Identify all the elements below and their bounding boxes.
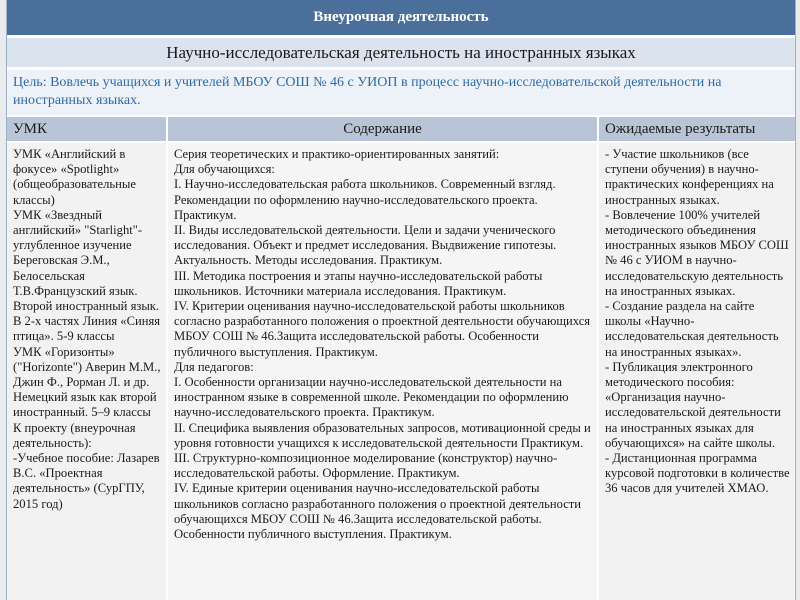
page-title: Внеурочная деятельность [7,0,795,35]
column-header-content: Содержание [168,117,597,141]
umk-cell: УМК «Английский в фокусе» «Spotlight» (общеобразовательные классы) УМК «Звездный английский» "Starlight"- углубленное изучение Береговская Э.М., Белосельская Т.В.Французский язык. Второй иностранный язык. В 2-х частях Линия «Синяя птица». 5-9 классы УМК «Горизонты» ("Horizonte") Аверин М.М., Джин Ф., Рорман Л. и др. Немецкий язык как второй иностранный. 5–9 классы К проекту (внеурочная деятельность): -Учебное пособие: Лазарев В.С. «Проектная деятельность» (СурГПУ, 2015 год) [7,143,166,600]
results-cell: - Участие школьников (все ступени обучения) в научно-практических конференциях на иностранных языках. - Вовлечение 100% учителей методического объединения иностранных языков МБОУ СОШ № 46 с УИОМ в научно-исследовательскую деятельность на иностранных языках. - Создание раздела на сайте школы «Научно-исследовательская деятельность на иностранных языках». - Публикация электронного методического пособия: «Организация научно-исследовательской деятельности на иностранных языках для обучающихся» на сайте школы. - Дистанционная программа курсовой подготовки в количестве 36 часов для учителей ХМАО. [599,143,795,600]
content-cell: Серия теоретических и практико-ориентированных занятий: Для обучающихся: I. Научно-исследовательская работа школьников. Современный взгляд. Рекомендации по оформлению научно-исследовательского проекта. Практикум. II. Виды исследовательской деятельности. Цели и задачи ученического исследования. Объект и предмет исследования. Выдвижение гипотезы. Актуальность. Методы исследования. Практикум. III. Методика построения и этапы научно-исследовательской работы школьников. Источники материала исследования. Практикум. IV. Критерии оценивания научно-исследовательской работы школьников согласно разработанного положения о проектной деятельности обучающихся МБОУ СОШ № 46.Защита исследовательской работы. Особенности публичного выступления. Практикум. Для педагогов: I. Особенности организации научно-исследовательской деятельности на иностранном языке в современной школе. Рекомендации по оформлению научно-исследовательского проекта. Практикум. II. Специфика выявления образовательных запросов, мотивационной среды и уровня готовности учащихся к исследовательской деятельности Практикум. III. Структурно-композиционное моделирование (конструктор) научно-исследовательской работы. Оформление. Практикум. IV. Единые критерии оценивания научно-исследовательской работы школьников согласно разработанного положения о проектной деятельности обучающихся МБОУ СОШ № 46.Защита исследовательской работы. Особенности публичного выступления. Практикум. [168,143,597,600]
column-header-results: Ожидаемые результаты [599,117,795,141]
goal-statement: Цель: Вовлечь учащихся и учителей МБОУ СОШ № 46 с УИОП в процесс научно-исследовательской деятельности на иностранных языках. [7,70,795,115]
section-subtitle: Научно-исследовательская деятельность на иностранных языках [7,38,795,67]
slide-table [6,0,796,600]
column-header-umk: УМК [7,117,166,141]
